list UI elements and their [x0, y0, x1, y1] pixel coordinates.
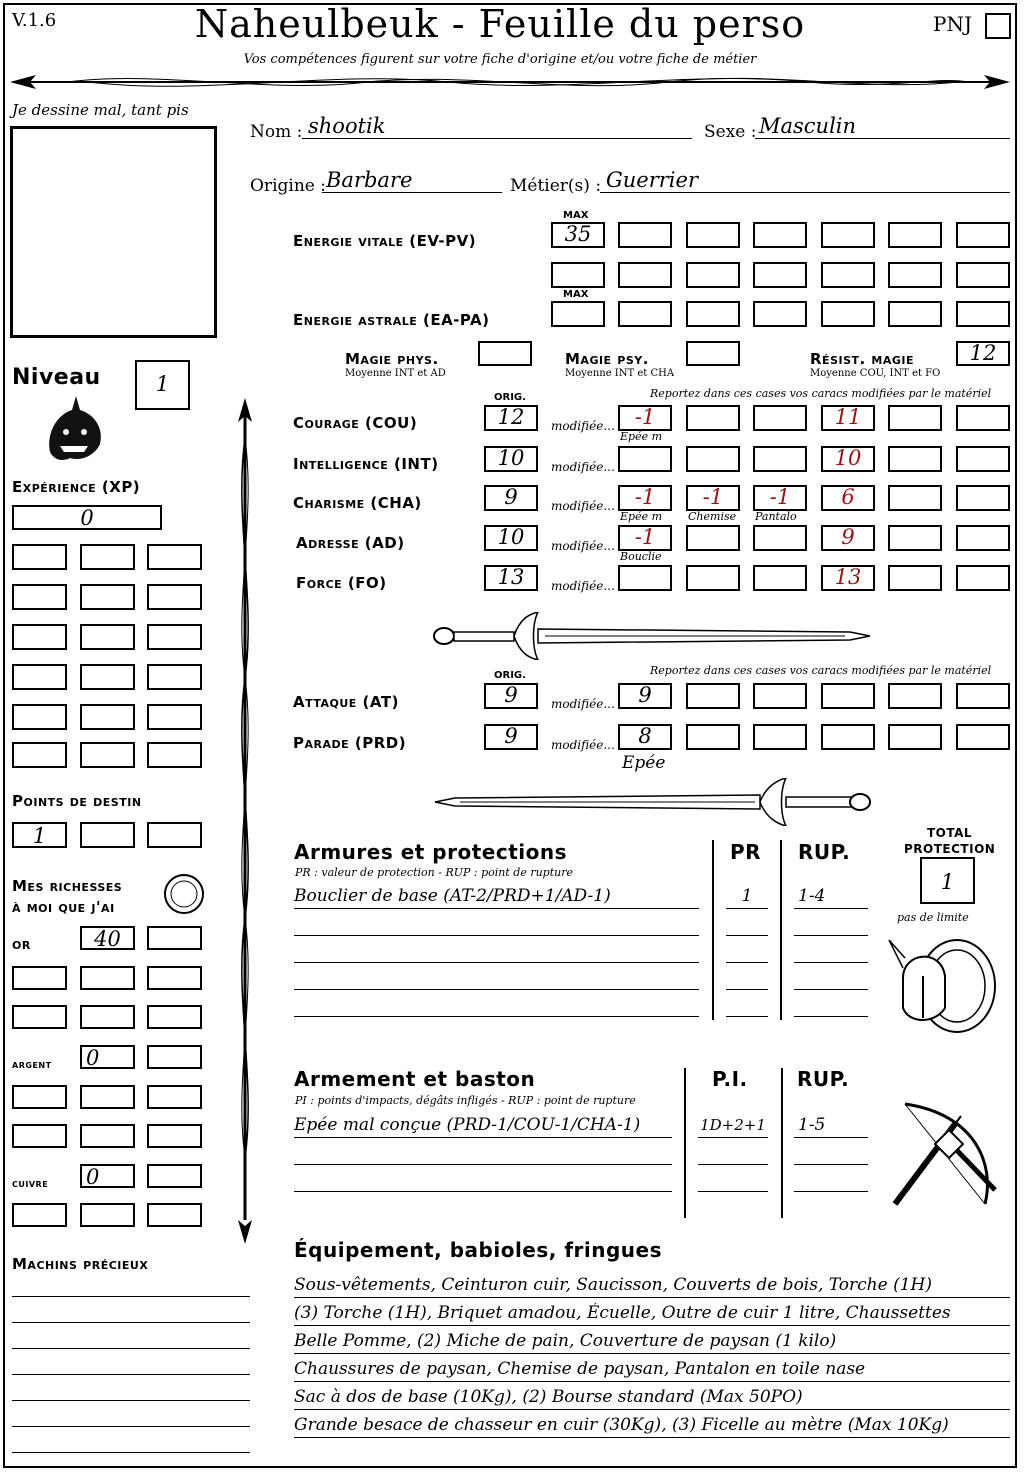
ev-box[interactable] — [821, 222, 875, 248]
combat-modif-box[interactable] — [956, 683, 1010, 709]
carac-modif-box[interactable] — [686, 485, 740, 511]
carac-orig-value: 10 — [497, 446, 525, 470]
arme-rup-line[interactable]: 1-5 — [794, 1115, 868, 1138]
or-box[interactable] — [12, 966, 67, 990]
or-box[interactable] — [80, 966, 135, 990]
combat-label: Parade (PRD) — [293, 734, 407, 752]
carac-label: Adresse (AD) — [296, 534, 405, 552]
ev-box[interactable] — [753, 222, 807, 248]
xp-grid-box[interactable] — [80, 664, 135, 690]
pnj-label: PNJ — [933, 12, 972, 36]
metier-field[interactable] — [600, 170, 1010, 193]
armure-rup-line[interactable] — [794, 913, 868, 936]
equipement-line[interactable]: Sous-vêtements, Ceinturon cuir, Saucisson, Couverts de bois, Torche (1H) — [294, 1275, 1010, 1298]
combat-modif-label: modifiée... — [551, 738, 615, 752]
carac-modif-box[interactable] — [753, 485, 807, 511]
ev-box[interactable] — [551, 262, 605, 288]
armure-name-line[interactable]: Bouclier de base (AT-2/PRD+1/AD-1) — [294, 886, 699, 909]
xp-grid-box[interactable] — [80, 624, 135, 650]
machins-line[interactable] — [12, 1280, 250, 1297]
ea-box[interactable] — [618, 301, 672, 327]
niveau-label: Niveau — [12, 365, 101, 390]
armures-title: Armures et protections — [294, 840, 568, 864]
argent-value: 0 — [86, 1046, 100, 1070]
armure-rup-line[interactable] — [794, 940, 868, 963]
or-box[interactable] — [80, 926, 135, 950]
ea-box[interactable] — [956, 301, 1010, 327]
combat-orig-value: 9 — [504, 724, 518, 748]
nom-label: Nom : — [250, 122, 303, 142]
arme-pi-line[interactable]: 1D+2+1 — [698, 1115, 768, 1138]
armure-name-line[interactable] — [294, 940, 699, 963]
armure-rup-line[interactable] — [794, 994, 868, 1017]
carac-modif-value: -1 — [769, 485, 791, 509]
carac-modif-label: modifiée... — [551, 579, 615, 593]
cuivre-box[interactable] — [147, 1164, 202, 1188]
xp-grid-box[interactable] — [12, 704, 67, 730]
origine-value: Barbare — [326, 168, 413, 192]
ev-max-box[interactable] — [551, 222, 605, 248]
ea-box[interactable] — [821, 301, 875, 327]
carac-modif-box[interactable] — [956, 525, 1010, 551]
ev-box[interactable] — [956, 262, 1010, 288]
carac-modif-box[interactable] — [888, 525, 942, 551]
vertical-spear-icon — [232, 398, 258, 1244]
carac-modif-note: Bouclie — [620, 550, 662, 563]
nom-value: shootik — [308, 114, 386, 138]
resist-magie-note: Moyenne COU, INT et FO — [810, 368, 941, 379]
carac-modif-box[interactable] — [821, 405, 875, 431]
ea-max-box[interactable] — [551, 301, 605, 327]
ev-box[interactable] — [618, 262, 672, 288]
dragon-icon — [40, 392, 106, 464]
combat-label: Attaque (AT) — [293, 693, 399, 711]
carac-modif-note: Pantalo — [755, 510, 797, 523]
spear-divider-icon — [8, 68, 1012, 98]
combat-modif-value: 9 — [638, 683, 652, 707]
carac-modif-label: modifiée... — [551, 419, 615, 433]
armure-rup-line[interactable] — [794, 967, 868, 990]
ev-box[interactable] — [686, 262, 740, 288]
xp-box[interactable] — [12, 505, 162, 530]
portrait-caption: Je dessine mal, tant pis — [12, 101, 189, 119]
xp-grid-box[interactable] — [80, 742, 135, 768]
carac-modif-box[interactable] — [686, 405, 740, 431]
caracs-orig-label: ORIG. — [494, 392, 526, 403]
arme-pi-line[interactable] — [698, 1169, 768, 1192]
xp-grid-box[interactable] — [147, 584, 202, 610]
or-box[interactable] — [12, 1005, 67, 1029]
sword-icon — [430, 778, 875, 826]
armures-note: PR : valeur de protection - RUP : point de rupture — [295, 866, 573, 879]
cuivre-box[interactable] — [80, 1164, 135, 1188]
argent-box[interactable] — [80, 1124, 135, 1148]
xp-grid-box[interactable] — [12, 544, 67, 570]
machins-line[interactable] — [12, 1332, 250, 1349]
destin-label: Points de destin — [12, 792, 142, 810]
sheet-title: Naheulbeuk - Feuille du perso — [194, 2, 806, 46]
armure-rup-line[interactable]: 1-4 — [794, 886, 868, 909]
carac-modif-box[interactable] — [686, 525, 740, 551]
caracs-report-note: Reportez dans ces cases vos caracs modifiées par le matériel — [650, 387, 992, 400]
nom-field[interactable] — [302, 116, 692, 139]
resist-magie-label: Résist. magie — [810, 350, 915, 368]
equipement-line[interactable]: Chaussures de paysan, Chemise de paysan, Pantalon en toile nase — [294, 1359, 1010, 1382]
ev-max-label: MAX — [563, 210, 589, 221]
magie-psy-box[interactable] — [686, 341, 740, 366]
helmet-shield-icon — [885, 928, 1000, 1038]
or-box[interactable] — [147, 966, 202, 990]
machins-line[interactable] — [12, 1358, 250, 1375]
machins-label: Machins précieux — [12, 1255, 149, 1273]
carac-modif-box[interactable] — [956, 405, 1010, 431]
sexe-label: Sexe : — [704, 122, 757, 142]
xp-grid-box[interactable] — [12, 742, 67, 768]
carac-modif-box[interactable] — [686, 565, 740, 591]
carac-modif-box[interactable] — [821, 485, 875, 511]
ea-box[interactable] — [888, 301, 942, 327]
carac-modif-box[interactable] — [888, 565, 942, 591]
carac-orig-box[interactable] — [484, 525, 538, 551]
carac-label: Force (FO) — [296, 574, 387, 592]
xp-label: Expérience (XP) — [12, 478, 141, 496]
ea-label: Energie astrale (EA-PA) — [293, 311, 490, 329]
ev-box[interactable] — [821, 262, 875, 288]
or-box[interactable] — [80, 1005, 135, 1029]
carac-orig-box[interactable] — [484, 485, 538, 511]
combat-modif-box[interactable] — [888, 683, 942, 709]
arme-name-line[interactable] — [294, 1169, 672, 1192]
destin-box[interactable] — [147, 822, 202, 848]
sexe-value: Masculin — [759, 114, 857, 138]
armure-pr-line[interactable] — [726, 913, 768, 936]
carac-modif-value: -1 — [634, 525, 656, 549]
ea-box[interactable] — [753, 301, 807, 327]
ev-box[interactable] — [888, 262, 942, 288]
richesses-label-2: à moi que j'ai — [12, 898, 115, 916]
carac-modif-value: -1 — [634, 405, 656, 429]
destin-box[interactable] — [80, 822, 135, 848]
argent-box[interactable] — [12, 1085, 67, 1109]
argent-box[interactable] — [147, 1085, 202, 1109]
carac-modif-value: 9 — [841, 525, 855, 549]
total-protection-label-2: PROTECTION — [904, 842, 996, 856]
combat-modif-box[interactable] — [821, 724, 875, 750]
equipement-line[interactable]: Belle Pomme, (2) Miche de pain, Couverture de paysan (1 kilo) — [294, 1331, 1010, 1354]
coin-icon — [162, 872, 206, 916]
xp-grid-box[interactable] — [12, 584, 67, 610]
carac-modif-note: Epée m — [620, 430, 663, 443]
ev-box[interactable] — [888, 222, 942, 248]
carac-modif-box[interactable] — [618, 405, 672, 431]
carac-modif-box[interactable] — [753, 446, 807, 472]
armement-rup-header: RUP. — [797, 1067, 850, 1091]
armures-divider — [780, 840, 782, 1020]
total-protection-value: 1 — [940, 870, 955, 894]
combat-modif-value: 8 — [638, 724, 652, 748]
carac-modif-box[interactable] — [888, 405, 942, 431]
resist-magie-box[interactable] — [956, 341, 1010, 366]
carac-modif-note: Chemise — [688, 510, 737, 523]
carac-modif-box[interactable] — [753, 525, 807, 551]
xp-grid-box[interactable] — [147, 624, 202, 650]
or-box[interactable] — [147, 926, 202, 950]
destin-box[interactable] — [12, 822, 67, 848]
armement-divider — [781, 1068, 783, 1218]
or-value: 40 — [94, 927, 121, 951]
xp-grid-box[interactable] — [12, 664, 67, 690]
carac-label: Intelligence (INT) — [293, 455, 439, 473]
niveau-value: 1 — [155, 372, 170, 396]
arme-pi-line[interactable] — [698, 1142, 768, 1165]
arme-name-line[interactable] — [294, 1142, 672, 1165]
carac-modif-box[interactable] — [618, 446, 672, 472]
parade-under-note: Epée — [622, 753, 666, 773]
carac-orig-value: 10 — [497, 525, 525, 549]
arme-rup-line[interactable] — [794, 1169, 868, 1192]
argent-box[interactable] — [80, 1045, 135, 1069]
ev-box[interactable] — [686, 222, 740, 248]
ev-label: Energie vitale (EV-PV) — [293, 232, 477, 250]
armures-pr-header: PR — [730, 840, 762, 864]
metier-value: Guerrier — [606, 168, 698, 192]
carac-modif-value: 6 — [841, 485, 855, 509]
equipement-line[interactable]: Grande besace de chasseur en cuir (30Kg), (3) Ficelle au mètre (Max 10Kg) — [294, 1415, 1010, 1438]
xp-grid-box[interactable] — [80, 704, 135, 730]
carac-orig-value: 9 — [504, 485, 518, 509]
carac-label: Charisme (CHA) — [293, 494, 422, 512]
arme-rup-line[interactable] — [794, 1142, 868, 1165]
combat-modif-box[interactable] — [821, 683, 875, 709]
version-label: V.1.6 — [12, 10, 57, 31]
cuivre-label: cuivre — [12, 1176, 49, 1190]
machins-line[interactable] — [12, 1436, 250, 1453]
equipement-title: Équipement, babioles, fringues — [294, 1238, 663, 1262]
argent-box[interactable] — [80, 1085, 135, 1109]
equipement-line[interactable]: (3) Torche (1H), Briquet amadou, Écuelle, Outre de cuir 1 litre, Chaussettes — [294, 1303, 1010, 1326]
armure-name-line[interactable] — [294, 967, 699, 990]
carac-modif-box[interactable] — [956, 446, 1010, 472]
machins-line[interactable] — [12, 1410, 250, 1427]
armure-name-line[interactable] — [294, 994, 699, 1017]
combat-modif-box[interactable] — [753, 724, 807, 750]
combat-orig-value: 9 — [504, 683, 518, 707]
carac-modif-value: -1 — [634, 485, 656, 509]
carac-modif-value: -1 — [702, 485, 724, 509]
total-protection-box[interactable] — [920, 857, 975, 904]
magie-psy-label: Magie psy. — [565, 350, 649, 368]
magie-phys-note: Moyenne INT et AD — [345, 368, 446, 379]
ev-box[interactable] — [618, 222, 672, 248]
machins-line[interactable] — [12, 1384, 250, 1401]
arme-name-line[interactable]: Epée mal conçue (PRD-1/COU-1/CHA-1) — [294, 1115, 672, 1138]
armures-rup-header: RUP. — [798, 840, 851, 864]
carac-orig-value: 12 — [497, 405, 525, 429]
total-protection-label-1: TOTAL — [927, 826, 973, 840]
armure-pr-line[interactable] — [726, 994, 768, 1017]
portrait-box[interactable] — [10, 126, 217, 338]
combat-orig-label: ORIG. — [494, 670, 526, 681]
carac-modif-value: 13 — [834, 565, 862, 589]
argent-label: argent — [12, 1057, 52, 1071]
armement-pi-header: P.I. — [712, 1067, 748, 1091]
equipement-line[interactable]: Sac à dos de base (10Kg), (2) Bourse standard (Max 50PO) — [294, 1387, 1010, 1410]
ea-box[interactable] — [686, 301, 740, 327]
carac-modif-label: modifiée... — [551, 499, 615, 513]
carac-modif-box[interactable] — [956, 565, 1010, 591]
combat-orig-box[interactable] — [484, 683, 538, 709]
niveau-box[interactable] — [135, 360, 190, 410]
ea-max-label: MAX — [563, 289, 589, 300]
carac-orig-box[interactable] — [484, 565, 538, 591]
carac-modif-box[interactable] — [888, 446, 942, 472]
cuivre-box[interactable] — [80, 1203, 135, 1227]
armures-divider — [712, 840, 714, 1020]
combat-modif-box[interactable] — [956, 724, 1010, 750]
carac-modif-value: 10 — [834, 446, 862, 470]
or-box[interactable] — [147, 1005, 202, 1029]
pas-de-limite-note: pas de limite — [897, 911, 969, 924]
magie-phys-box[interactable] — [478, 341, 532, 366]
xp-grid-box[interactable] — [12, 624, 67, 650]
armement-title: Armement et baston — [294, 1067, 536, 1091]
cuivre-box[interactable] — [147, 1203, 202, 1227]
carac-modif-label: modifiée... — [551, 539, 615, 553]
carac-modif-box[interactable] — [618, 525, 672, 551]
combat-orig-box[interactable] — [484, 724, 538, 750]
destin-value: 1 — [32, 824, 47, 848]
armure-pr-line[interactable]: 1 — [726, 886, 768, 909]
argent-box[interactable] — [147, 1124, 202, 1148]
richesses-label-1: Mes richesses — [12, 877, 123, 895]
combat-modif-box[interactable] — [686, 724, 740, 750]
armure-pr-line[interactable] — [726, 967, 768, 990]
combat-modif-box[interactable] — [888, 724, 942, 750]
cuivre-value: 0 — [86, 1165, 100, 1189]
combat-modif-box[interactable] — [686, 683, 740, 709]
carac-modif-box[interactable] — [753, 565, 807, 591]
carac-modif-box[interactable] — [821, 565, 875, 591]
magie-phys-label: Magie phys. — [345, 350, 439, 368]
carac-modif-box[interactable] — [686, 446, 740, 472]
carac-modif-label: modifiée... — [551, 460, 615, 474]
armement-divider — [684, 1068, 686, 1218]
carac-modif-value: 11 — [834, 405, 862, 429]
carac-modif-box[interactable] — [956, 485, 1010, 511]
armure-name-line[interactable] — [294, 913, 699, 936]
sexe-field[interactable] — [755, 116, 1010, 139]
ev-box[interactable] — [956, 222, 1010, 248]
armure-pr-line[interactable] — [726, 940, 768, 963]
carac-modif-box[interactable] — [821, 446, 875, 472]
carac-modif-box[interactable] — [618, 485, 672, 511]
carac-modif-box[interactable] — [888, 485, 942, 511]
carac-modif-note: Epée m — [620, 510, 663, 523]
armement-note: PI : points d'impacts, dégâts infligés - RUP : point de rupture — [295, 1094, 636, 1107]
magie-psy-note: Moyenne INT et CHA — [565, 368, 675, 379]
combat-modif-box[interactable] — [618, 683, 672, 709]
carac-orig-box[interactable] — [484, 446, 538, 472]
xp-grid-box[interactable] — [147, 704, 202, 730]
carac-modif-box[interactable] — [753, 405, 807, 431]
argent-box[interactable] — [12, 1124, 67, 1148]
carac-orig-box[interactable] — [484, 405, 538, 431]
combat-report-note: Reportez dans ces cases vos caracs modifiées par le matériel — [650, 664, 992, 677]
combat-modif-label: modifiée... — [551, 697, 615, 711]
combat-modif-box[interactable] — [618, 724, 672, 750]
weapons-icon — [885, 1094, 1005, 1214]
xp-grid-box[interactable] — [147, 664, 202, 690]
ev-max-value: 35 — [564, 222, 592, 246]
carac-modif-box[interactable] — [618, 565, 672, 591]
xp-grid-box[interactable] — [147, 544, 202, 570]
argent-box[interactable] — [147, 1045, 202, 1069]
pnj-checkbox[interactable] — [985, 13, 1011, 39]
sword-icon — [430, 612, 875, 660]
machins-line[interactable] — [12, 1306, 250, 1323]
sheet-subtitle: Vos compétences figurent sur votre fiche d'origine et/ou votre fiche de métier — [243, 52, 757, 67]
combat-modif-box[interactable] — [753, 683, 807, 709]
xp-grid-box[interactable] — [80, 584, 135, 610]
carac-modif-box[interactable] — [821, 525, 875, 551]
or-label: or — [12, 935, 31, 953]
resist-magie-value: 12 — [969, 341, 997, 365]
xp-grid-box[interactable] — [80, 544, 135, 570]
ev-box[interactable] — [753, 262, 807, 288]
carac-orig-value: 13 — [497, 565, 525, 589]
origine-label: Origine : — [250, 176, 326, 196]
xp-value: 0 — [80, 506, 94, 530]
xp-grid-box[interactable] — [147, 742, 202, 768]
carac-label: Courage (COU) — [293, 414, 418, 432]
cuivre-box[interactable] — [12, 1203, 67, 1227]
origine-field[interactable] — [322, 170, 502, 193]
metier-label: Métier(s) : — [510, 176, 602, 196]
